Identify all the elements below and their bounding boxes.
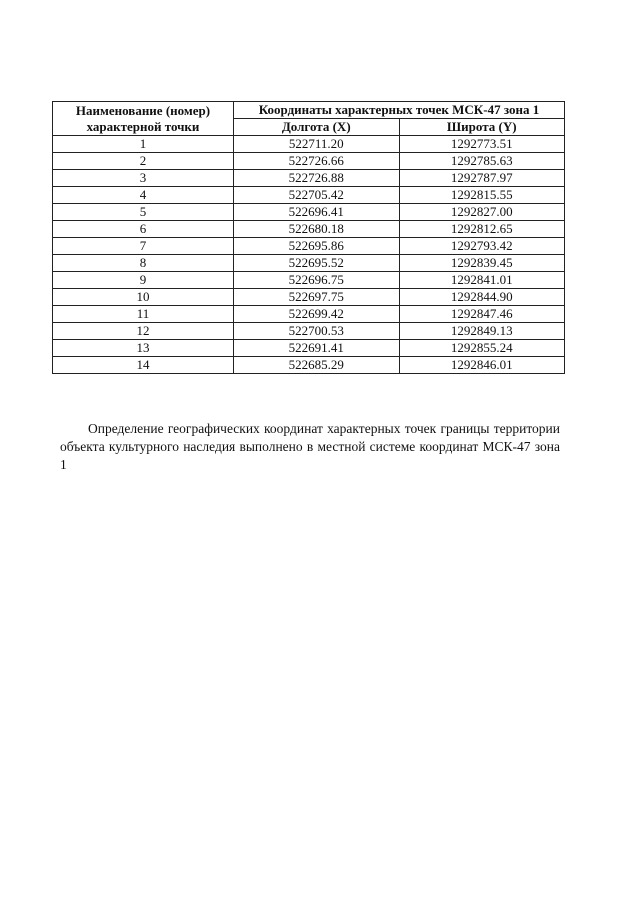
note-paragraph: Определение географических координат характерных точек границы территории объекта культурного наследия выполнено в местной системе координат МСК-47 зона 1 bbox=[60, 420, 560, 472]
longitude-cell: 522695.52 bbox=[234, 255, 400, 272]
longitude-cell: 522700.53 bbox=[234, 323, 400, 340]
point-number-cell: 14 bbox=[53, 357, 234, 374]
latitude-cell: 1292841.01 bbox=[399, 272, 565, 289]
latitude-cell: 1292844.90 bbox=[399, 289, 565, 306]
table-row bbox=[53, 306, 565, 323]
point-number-cell: 9 bbox=[53, 272, 234, 289]
longitude-cell: 522695.86 bbox=[234, 238, 400, 255]
longitude-cell: 522699.42 bbox=[234, 306, 400, 323]
header-coordinates-group: Координаты характерных точек МСК-47 зона 1 bbox=[234, 102, 565, 119]
latitude-cell: 1292787.97 bbox=[399, 170, 565, 187]
table-row bbox=[53, 187, 565, 204]
longitude-cell: 522691.41 bbox=[234, 340, 400, 357]
table-row bbox=[53, 357, 565, 374]
latitude-cell: 1292849.13 bbox=[399, 323, 565, 340]
table-row bbox=[53, 289, 565, 306]
longitude-cell: 522697.75 bbox=[234, 289, 400, 306]
header-latitude: Широта (Y) bbox=[399, 119, 565, 136]
point-number-cell: 1 bbox=[53, 136, 234, 153]
latitude-cell: 1292855.24 bbox=[399, 340, 565, 357]
point-number-cell: 3 bbox=[53, 170, 234, 187]
longitude-cell: 522680.18 bbox=[234, 221, 400, 238]
header-point-name: Наименование (номер) характерной точки bbox=[53, 102, 234, 136]
table-row bbox=[53, 255, 565, 272]
point-number-cell: 7 bbox=[53, 238, 234, 255]
longitude-cell: 522705.42 bbox=[234, 187, 400, 204]
header-longitude: Долгота (X) bbox=[234, 119, 400, 136]
point-number-cell: 6 bbox=[53, 221, 234, 238]
table-row bbox=[53, 272, 565, 289]
latitude-cell: 1292847.46 bbox=[399, 306, 565, 323]
longitude-cell: 522696.75 bbox=[234, 272, 400, 289]
table-row bbox=[53, 238, 565, 255]
point-number-cell: 13 bbox=[53, 340, 234, 357]
point-number-cell: 8 bbox=[53, 255, 234, 272]
latitude-cell: 1292785.63 bbox=[399, 153, 565, 170]
table-body bbox=[53, 136, 565, 374]
table-row bbox=[53, 340, 565, 357]
latitude-cell: 1292812.65 bbox=[399, 221, 565, 238]
latitude-cell: 1292827.00 bbox=[399, 204, 565, 221]
latitude-cell: 1292839.45 bbox=[399, 255, 565, 272]
latitude-cell: 1292815.55 bbox=[399, 187, 565, 204]
longitude-cell: 522726.88 bbox=[234, 170, 400, 187]
point-number-cell: 5 bbox=[53, 204, 234, 221]
table-row bbox=[53, 204, 565, 221]
table-row bbox=[53, 221, 565, 238]
latitude-cell: 1292846.01 bbox=[399, 357, 565, 374]
longitude-cell: 522685.29 bbox=[234, 357, 400, 374]
point-number-cell: 11 bbox=[53, 306, 234, 323]
table-row bbox=[53, 323, 565, 340]
longitude-cell: 522711.20 bbox=[234, 136, 400, 153]
point-number-cell: 12 bbox=[53, 323, 234, 340]
table-row bbox=[53, 153, 565, 170]
longitude-cell: 522696.41 bbox=[234, 204, 400, 221]
table-row bbox=[53, 170, 565, 187]
latitude-cell: 1292793.42 bbox=[399, 238, 565, 255]
point-number-cell: 2 bbox=[53, 153, 234, 170]
coordinates-table bbox=[52, 101, 565, 374]
latitude-cell: 1292773.51 bbox=[399, 136, 565, 153]
point-number-cell: 4 bbox=[53, 187, 234, 204]
table-row bbox=[53, 136, 565, 153]
point-number-cell: 10 bbox=[53, 289, 234, 306]
longitude-cell: 522726.66 bbox=[234, 153, 400, 170]
